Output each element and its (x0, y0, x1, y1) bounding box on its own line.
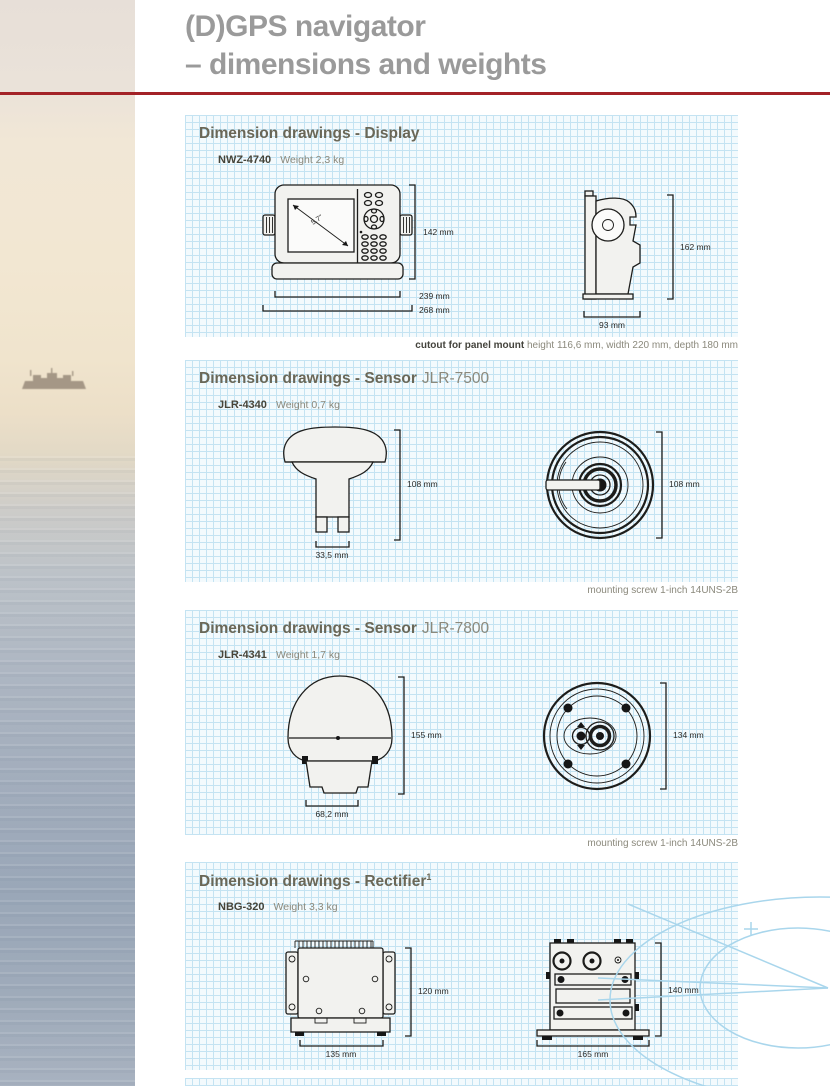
rectifier-front-view (286, 941, 449, 1059)
model-weight: Weight 2,3 kg (280, 154, 345, 166)
dimension-bracket (660, 683, 666, 789)
screen-size-label: 5.7" (310, 214, 325, 227)
dome-base-label: 68,2 mm (315, 809, 349, 819)
sensor-bottom-view (546, 432, 700, 538)
dimension-bracket (316, 541, 349, 547)
dimension-bracket (394, 430, 400, 540)
panel-title-text: Dimension drawings - Sensor (199, 620, 417, 637)
sea-photo-strip (0, 0, 135, 1086)
rectifier-front-width-label: 135 mm (325, 1049, 357, 1059)
panel-title-text: Dimension drawings - Sensor (199, 370, 417, 387)
dimension-bracket (584, 311, 640, 317)
dimension-bracket (656, 432, 662, 538)
side-width-label: 93 mm (599, 320, 625, 330)
model-weight: Weight 1,7 kg (275, 649, 340, 661)
panel-title-text: Dimension drawings - Display (199, 125, 420, 142)
caption-rest: mounting screw 1-inch 14UNS-2B (587, 585, 738, 596)
dimension-bracket (300, 1040, 383, 1046)
display-front-view (263, 185, 454, 315)
panel-display (185, 115, 738, 337)
dimension-bracket (398, 677, 404, 794)
rectifier-side-width-label: 165 mm (577, 1049, 609, 1059)
sensor-base-label: 33,5 mm (315, 550, 349, 560)
panel-title-text: Dimension drawings - Rectifier (199, 873, 427, 891)
caption-bold: cutout for panel mount (415, 340, 525, 351)
display-side-view (583, 191, 711, 330)
display-drawings (185, 115, 738, 337)
model-name: JLR-4340 (218, 399, 267, 411)
panel-display-caption (415, 340, 738, 351)
panel-rectifier (185, 862, 738, 1070)
panel-title-model: JLR-7500 (421, 370, 490, 387)
dome-height-label: 155 mm (411, 730, 442, 740)
model-weight: Weight 0,7 kg (275, 399, 340, 411)
caption-rest: mounting screw 1-inch 14UNS-2B (587, 838, 738, 849)
panel-sensor7800-caption (587, 838, 738, 849)
model-name: JLR-4341 (218, 649, 267, 661)
rectifier-front-height-label: 120 mm (418, 986, 449, 996)
page-title (185, 8, 546, 84)
rectifier-drawings (185, 862, 738, 1070)
rectifier-side-view (537, 939, 699, 1059)
dome-side-view (288, 676, 442, 819)
sensor-height-label: 108 mm (407, 479, 438, 489)
sensor-side-view (284, 427, 438, 560)
panel-sensor7500-caption (587, 585, 738, 596)
sensor-jlr7500-drawings (185, 360, 738, 582)
sensor-jlr7800-drawings (185, 610, 738, 835)
front-width-outer-label: 268 mm (419, 305, 450, 315)
dimension-bracket (263, 305, 412, 311)
front-height-label: 142 mm (423, 227, 454, 237)
dome-diameter-label: 134 mm (673, 730, 704, 740)
model-name: NBG-320 (218, 901, 265, 913)
panel-sensor-jlr7500 (185, 360, 738, 582)
dimension-bracket (405, 948, 411, 1036)
dimension-bracket (537, 1040, 649, 1046)
front-width-inner-label: 239 mm (419, 291, 450, 301)
panel-partial-bottom (185, 1078, 738, 1086)
dome-bottom-view (544, 683, 704, 789)
rectifier-side-height-label: 140 mm (668, 985, 699, 995)
sensor-diameter-label: 108 mm (669, 479, 700, 489)
page-title-line2: – dimensions and weights (185, 48, 547, 81)
page-title-line1: (D)GPS navigator (185, 10, 426, 43)
caption-rest: height 116,6 mm, width 220 mm, depth 180 mm (524, 340, 738, 351)
dimension-bracket (667, 195, 673, 299)
red-divider (0, 92, 830, 95)
dimension-bracket (306, 800, 358, 806)
panel-title-model: JLR-7800 (421, 620, 490, 637)
dimension-bracket (655, 943, 661, 1036)
dimension-bracket (275, 291, 400, 297)
model-name: NWZ-4740 (218, 154, 272, 166)
panel-sensor-jlr7800 (185, 610, 738, 835)
side-height-label: 162 mm (680, 242, 711, 252)
model-weight: Weight 3,3 kg (273, 901, 338, 913)
ship-silhouette (20, 368, 92, 394)
panel-title-footnote: 1 (426, 872, 432, 882)
